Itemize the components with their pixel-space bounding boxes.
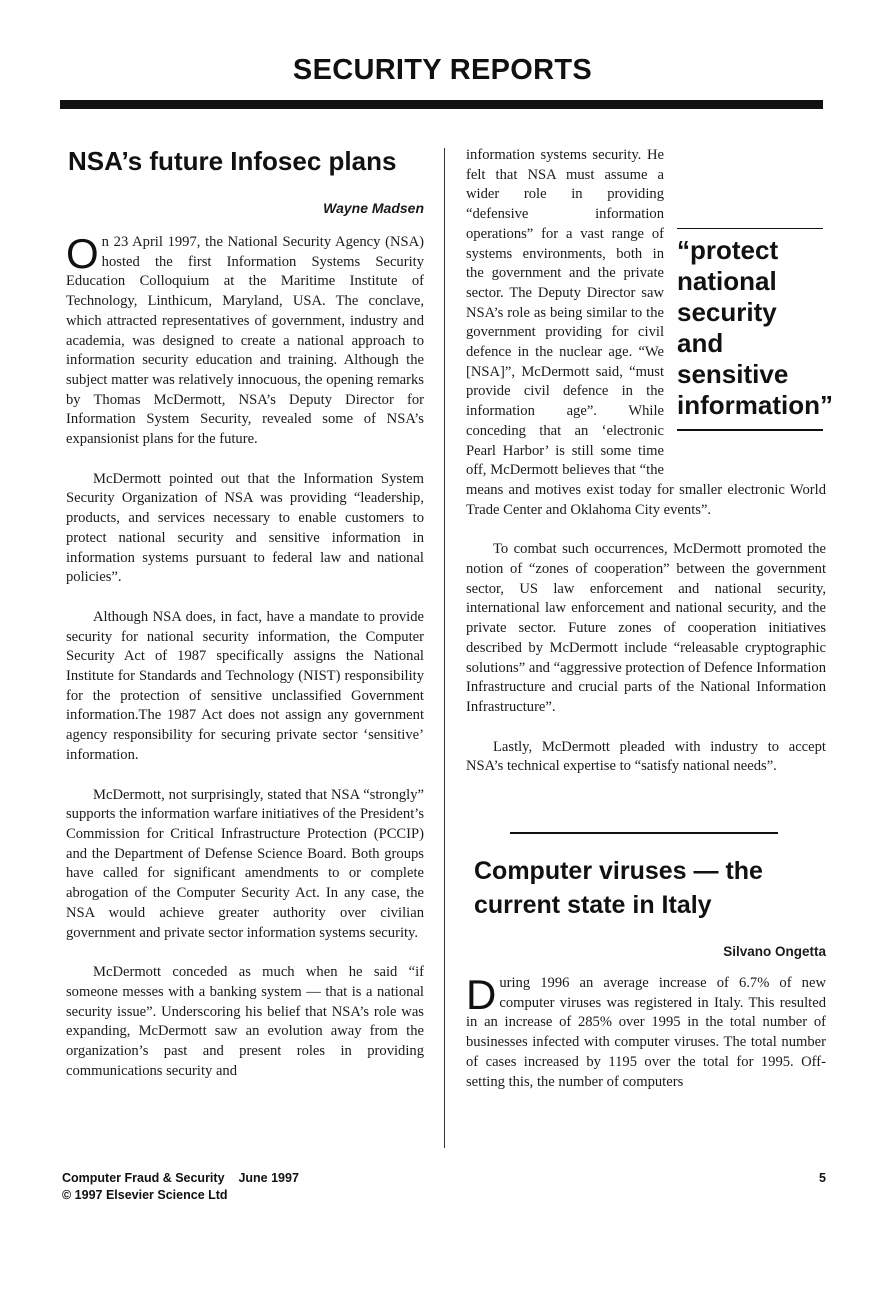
article1-paragraph-1 [66, 230, 424, 450]
article1-paragraph-2: McDermott pointed out that the Information System Security Organization of NSA was providing “leadership, products, and services necessary to enable customers to protect national security and sensitive information in information systems pursuant to federal law and national policies”. [66, 470, 424, 586]
article1-author: Wayne Madsen [323, 200, 424, 216]
article2-paragraph-1 [466, 971, 826, 1092]
article2-body [466, 971, 826, 1112]
page-number: 5 [819, 1171, 826, 1185]
footer [62, 1170, 462, 1204]
article1-paragraph-7: To combat such occurrences, McDermott promoted the notion of “zones of cooperation” between the government sector, US law enforcement and national security, international law enforcement and national security, and the private sector. Future zones of cooperation initiatives described by McDermott include “releasable cryptographic solutions” and “aggressive protection of Defence Information Infrastructure and crucial parts of the National Information Infrastructure”. [466, 541, 826, 715]
article1-paragraph-1-text: n 23 April 1997, the National Security Agency (NSA) hosted the first Information Systems Security Education Colloquium at the Maritime Institute of Technology, Linthicum, Maryland, USA. The conclave, which attracted representatives of government, industry and academia, was designed to create a national approach to information security education and training. Although the subject matter was relatively innocuous, the opening remarks by Thomas McDermott, NSA’s Deputy Director for Information System Security, revealed some of NSA’s expansionist plans for the future. [66, 234, 424, 448]
copyright: © 1997 Elsevier Science Ltd [62, 1188, 228, 1202]
dropcap-o: O [66, 230, 99, 277]
article1-left-column [66, 230, 424, 1101]
article2-paragraph-1-text: uring 1996 an average increase of 6.7% of new computer viruses was registered in Italy. This resulted in an increase of 285% over 1995 in the total number of businesses infected with computer viruses. The total number of cases increased by 1195 over the total for 1995. Off-setting this, the number of computers [466, 975, 826, 1090]
section-title: SECURITY REPORTS [292, 54, 593, 86]
footer-journal-line [62, 1170, 462, 1187]
top-rule [60, 100, 823, 109]
article-separator-rule [510, 832, 778, 834]
article1-paragraph-6: information systems security. He felt that NSA must assume a wider role in providing “defensive information operations” for a vast range of systems environments, both in the government and the private sector. The Deputy Director saw NSA’s role as being similar to the government providing for civil defence in the nuclear age. “We [NSA]”, McDermott said, “must provide civil defence in the information age”. While conceding that an ‘electronic Pearl Harbor’ is still some time off, McDermott believes that “the means and motives exist today for smaller electronic World Trade Center and Oklahoma City events”. [466, 147, 826, 518]
article2-author: Silvano Ongetta [723, 944, 826, 959]
article1-paragraph-3: Although NSA does, in fact, have a mandate to provide security for national security information, the Computer Security Act of 1987 specifically assigns the National Institute for Standards and Technology (NIST) responsibility for the protection of sensitive unclassified Government information.The 1987 Act does not assign any government agency responsibility for securing private sector ‘sensitive’ information. [66, 608, 424, 763]
issue-date: June 1997 [238, 1171, 299, 1185]
pull-quote: “protect national security and sensitive information” [677, 228, 823, 431]
column-divider [444, 148, 445, 1148]
dropcap-d: D [466, 971, 497, 1018]
article1-paragraph-4: McDermott, not surprisingly, stated that NSA “strongly” supports the information warfare initiatives of the President’s Commission for Critical Infrastructure Protection (PCCIP) and the Department of Defense Science Board. Both groups have called for significant amendments to or complete abrogation of the Computer Security Act. In any case, the NSA would achieve greater authority over civilian government and private sector information systems security. [66, 786, 424, 941]
article1-paragraph-8: Lastly, McDermott pleaded with industry to accept NSA’s technical expertise to “satisfy national needs”. [466, 738, 826, 775]
article1-title: NSA’s future Infosec plans [68, 146, 397, 176]
article1-paragraph-5: McDermott conceded as much when he said “if someone messes with a banking system — that is a national security issue”. Underscoring his belief that NSA’s role was expanding, McDermott saw an evolution away from the organization’s past and present roles in providing communications security and [66, 964, 424, 1079]
journal-name: Computer Fraud & Security [62, 1171, 225, 1185]
article2-title: Computer viruses — the current state in Italy [474, 857, 763, 919]
